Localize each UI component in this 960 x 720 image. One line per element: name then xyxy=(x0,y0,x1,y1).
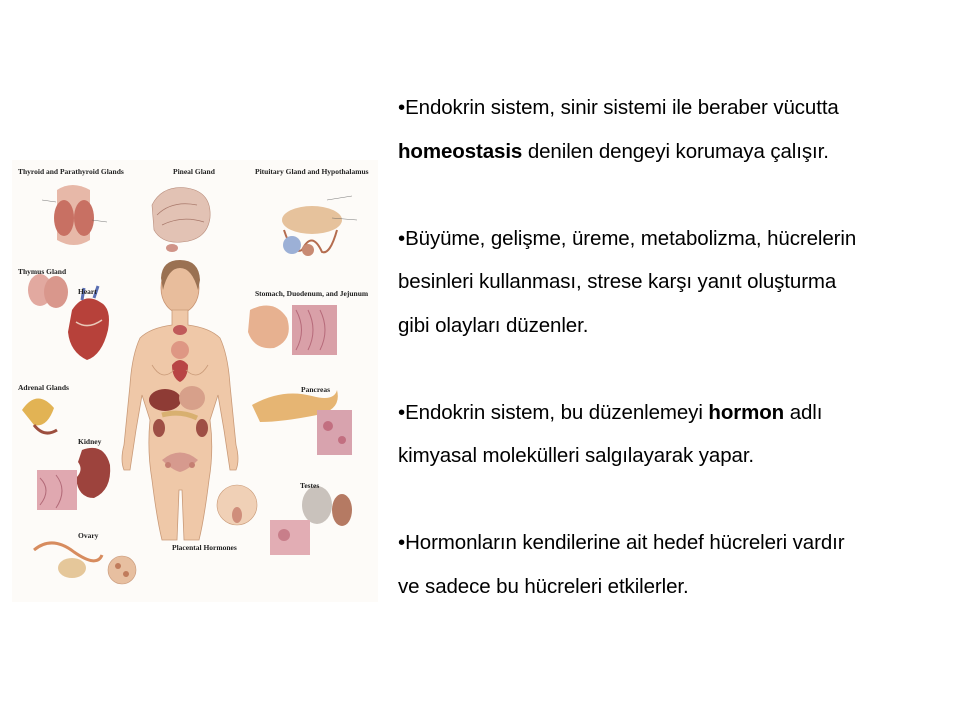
ovary-panel-art xyxy=(34,543,136,584)
bold-term-hormon: hormon xyxy=(708,400,785,424)
panel-title-ovary: Ovary xyxy=(78,531,99,540)
pancreas-panel-art xyxy=(252,390,352,455)
kidney-panel-art xyxy=(37,448,110,510)
adrenal-panel-art xyxy=(22,398,57,433)
bullet-text-column xyxy=(398,86,950,608)
text-run: besinleri kullanması, strese karşı yanıt oluşturma xyxy=(398,270,837,293)
bullet-4-line-2 xyxy=(398,565,950,609)
anatomy-drawing xyxy=(12,160,378,602)
panel-title-pituitary: Pituitary Gland and Hypothalamus xyxy=(255,167,369,176)
text-run: •Hormonların kendilerine ait hedef hücreleri vardır xyxy=(398,531,845,554)
text-run: adlı xyxy=(784,400,823,424)
bullet-3-line-1 xyxy=(398,391,950,435)
text-run: gibi olayları düzenler. xyxy=(398,313,589,337)
panel-title-heart: Heart xyxy=(78,287,97,296)
bullet-2-line-3 xyxy=(398,304,950,348)
pituitary-panel-art xyxy=(282,196,357,256)
panel-title-pineal: Pineal Gland xyxy=(173,167,215,176)
panel-title-thymus: Thymus Gland xyxy=(18,267,67,276)
text-run: ve sadece bu hücreleri etkilerler. xyxy=(398,574,689,598)
text-run: •Büyüme, gelişme, üreme, metabolizma, hücrelerin xyxy=(398,226,857,250)
bold-term-homeostasis: homeostasis xyxy=(398,139,523,163)
bullet-4-line-1 xyxy=(398,521,950,565)
stomach-panel-art xyxy=(248,305,337,355)
text-run: •Endokrin sistem, bu düzenlemeyi xyxy=(398,400,709,424)
bullet-gap xyxy=(398,173,950,217)
panel-title-stomach: Stomach, Duodenum, and Jejunum xyxy=(255,289,369,298)
bullet-2-line-1 xyxy=(398,217,950,261)
testes-panel-art xyxy=(270,486,352,555)
endocrine-system-illustration xyxy=(12,160,378,602)
bullet-2-line-2 xyxy=(398,260,950,304)
bullet-1-line-2 xyxy=(398,130,950,174)
text-run: kimyasal molekülleri salgılayarak yapar. xyxy=(398,444,755,467)
panel-title-placental: Placental Hormones xyxy=(172,543,237,552)
bullet-gap xyxy=(398,347,950,391)
panel-title-thyroid: Thyroid and Parathyroid Glands xyxy=(18,167,124,176)
bullet-1-line-1 xyxy=(398,86,950,130)
panel-title-adrenal: Adrenal Glands xyxy=(18,383,69,392)
panel-title-kidney: Kidney xyxy=(78,437,102,446)
heart-panel-art xyxy=(68,286,109,360)
thyroid-panel-art xyxy=(42,185,107,245)
text-run: denilen dengeyi korumaya çalışır. xyxy=(522,139,829,163)
panel-title-pancreas: Pancreas xyxy=(301,385,331,394)
pineal-panel-art xyxy=(152,188,210,252)
thymus-panel-art xyxy=(28,274,68,308)
text-run: •Endokrin sistem, sinir sistemi ile beraber vücutta xyxy=(398,96,839,119)
pelvic-inset-art xyxy=(217,485,257,525)
panel-title-testes: Testes xyxy=(300,481,320,490)
bullet-3-line-2 xyxy=(398,434,950,478)
bullet-gap xyxy=(398,478,950,522)
